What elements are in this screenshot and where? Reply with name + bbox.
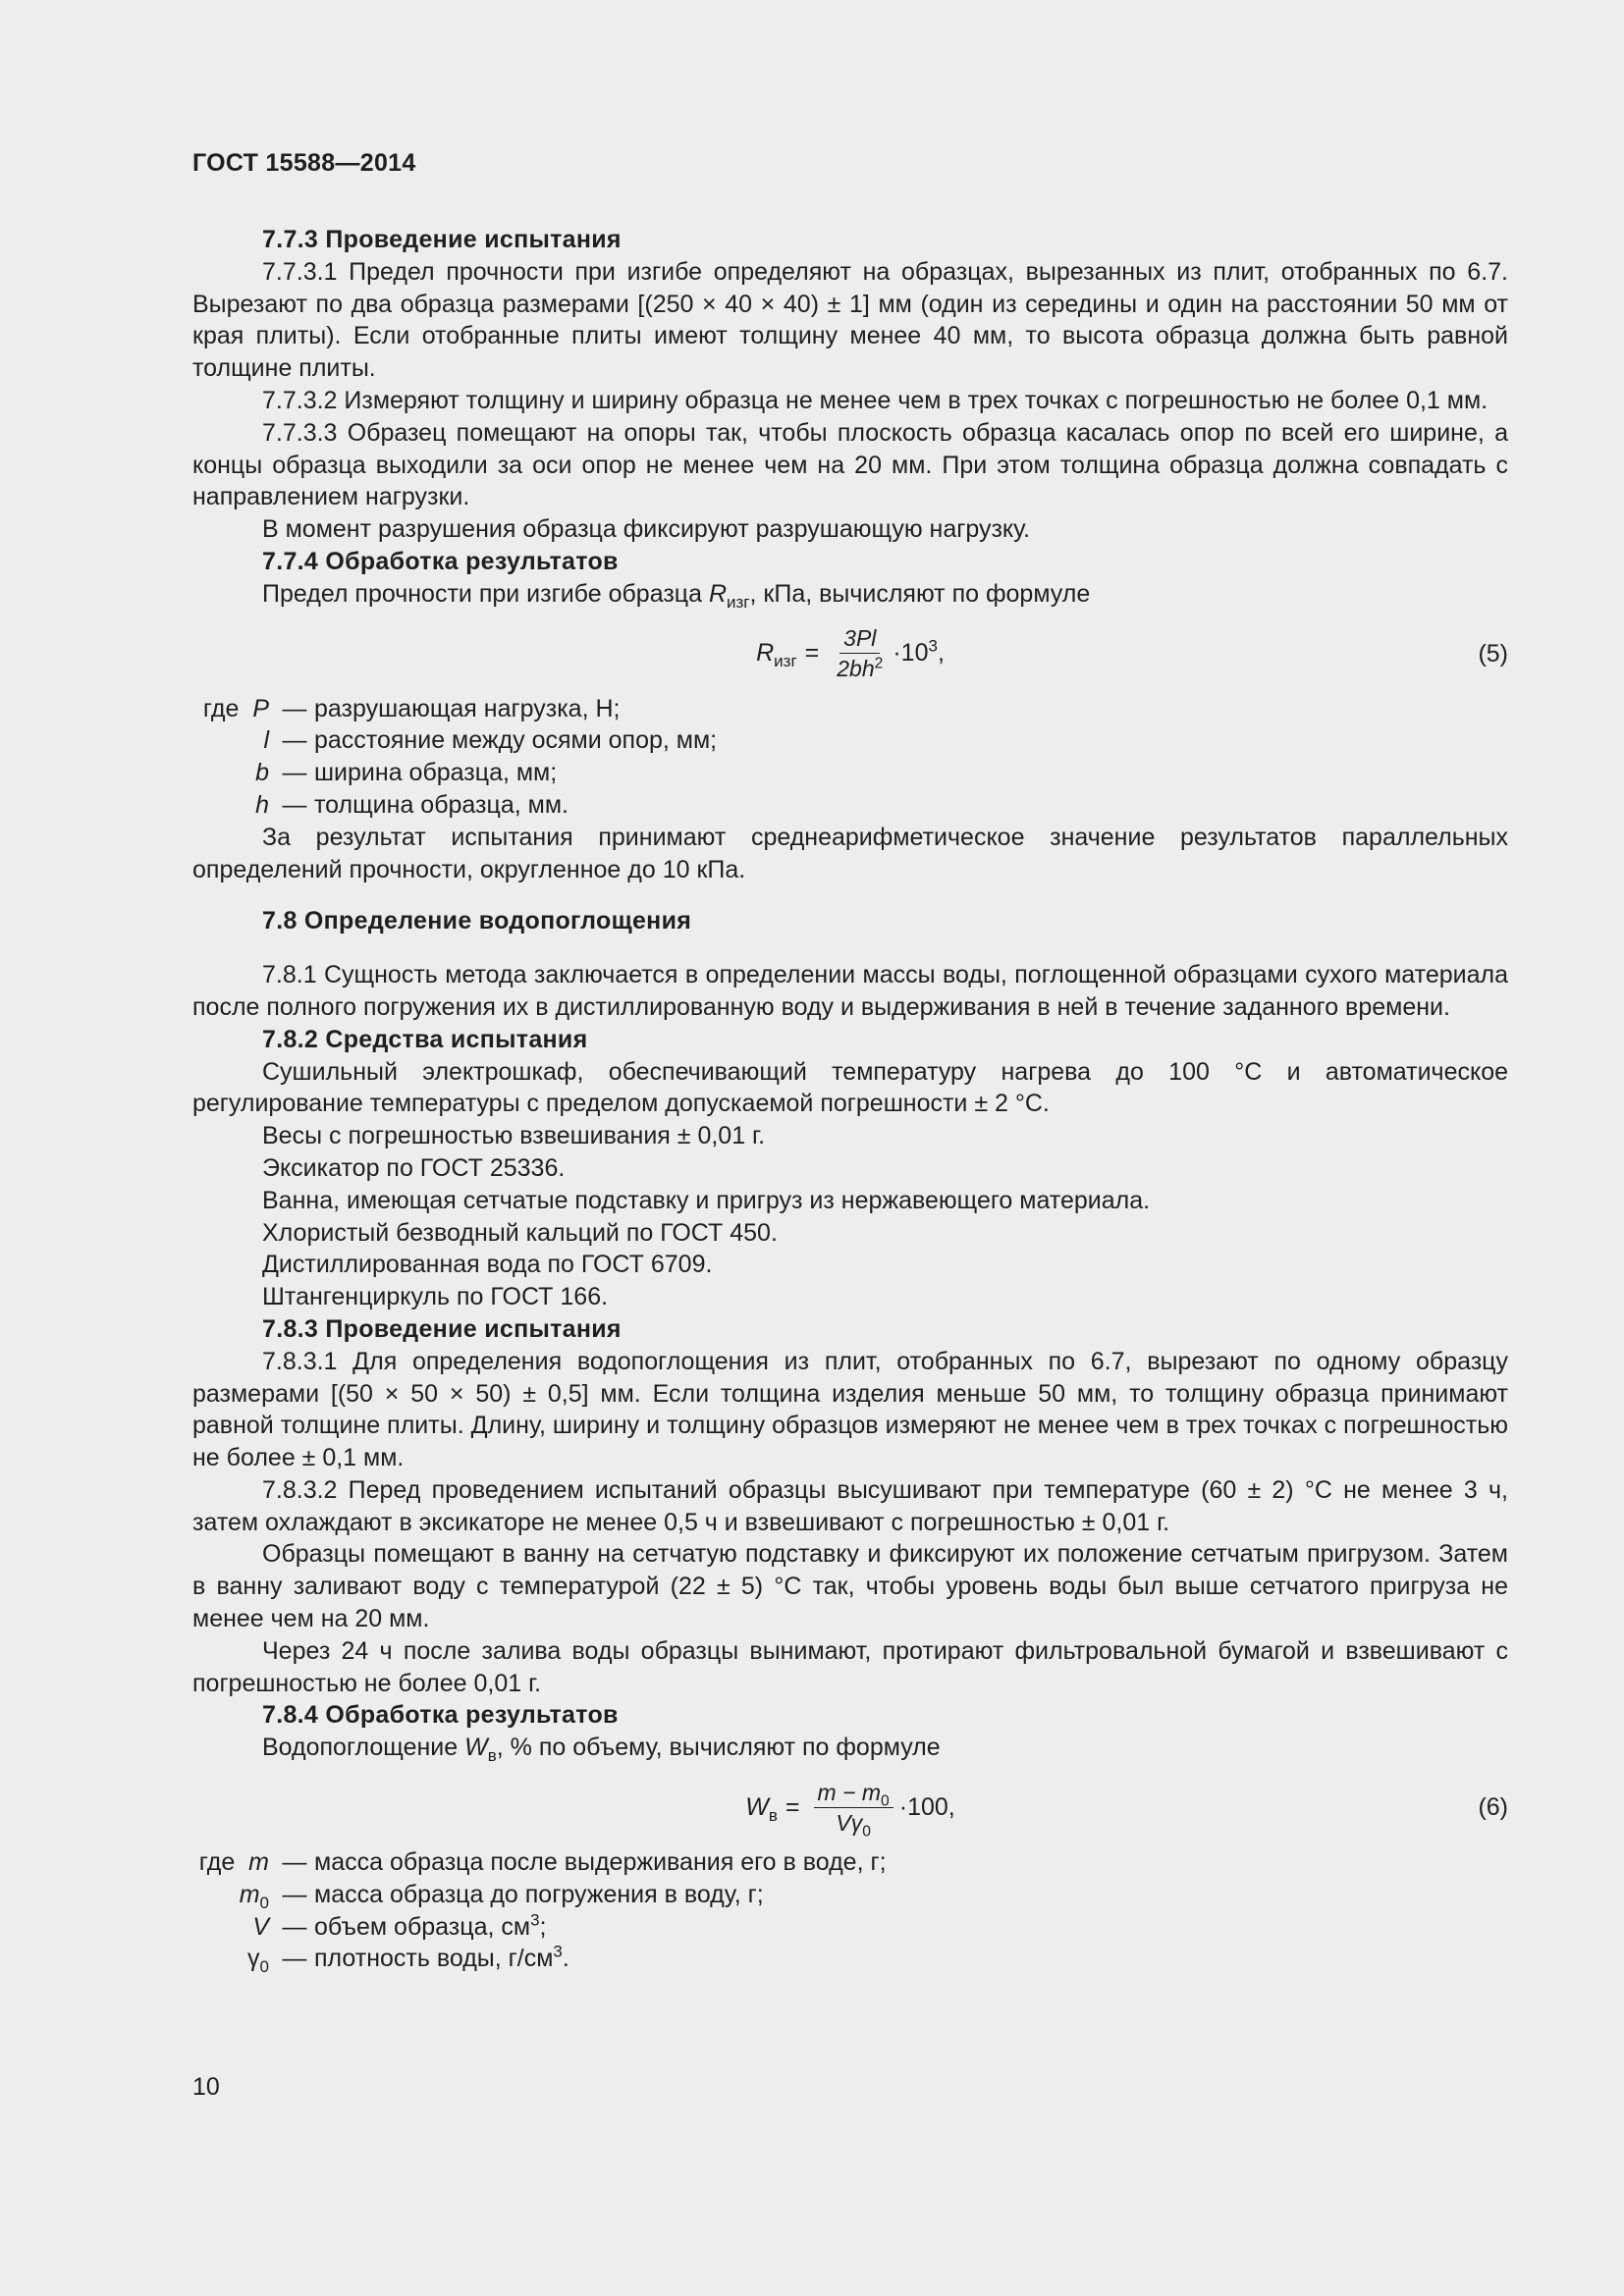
paragraph-immersion: Образцы помещают в ванну на сетчатую подставку и фиксируют их положение сетчатым пригрузом. Затем в ванну заливают воду с температурой (22 ± 5) °С так, чтобы уровень воды был выше сетчатого пригруза не менее чем на 20 мм. (192, 1540, 1508, 1633)
document-header: ГОСТ 15588—2014 (192, 149, 416, 177)
equipment-item: Штангенциркуль по ГОСТ 166. (262, 1283, 609, 1311)
formula-5: $R_{изг}$ = $\frac{3Pl}{2bh^2}$ $\cdot 10^3$, (5) (756, 625, 1508, 682)
equipment-item: Весы с погрешностью взвешивания ± 0,01 г. (262, 1122, 766, 1150)
paragraph-break-load: В момент разрушения образца фиксируют разрушающую нагрузку. (262, 515, 1031, 544)
formula-intro-6: Водопоглощение $W_в$, % по объему, вычисляют по формуле (262, 1734, 941, 1766)
section-title-7-7-4: 7.7.4 Обработка результатов (262, 547, 619, 575)
formula-6-number: (6) (1478, 1793, 1508, 1822)
formula-6-tail: ·100, (898, 1792, 955, 1821)
section-title-7-8-4: 7.8.4 Обработка результатов (262, 1701, 619, 1730)
paragraph-result: За результат испытания принимают среднеарифметическое значение результатов параллельных определений прочности, округленное до 10 кПа. (192, 823, 1508, 883)
var-desc: разрушающая нагрузка, Н; (314, 694, 621, 722)
var-desc: масса образца до погружения в воду, г; (314, 1880, 764, 1908)
paragraph-7-8-3-1: 7.8.3.1 Для определения водопоглощения из плит, отобранных по 6.7, вырезают по одному образцу размерами [(50 × 50 × 50) ± 0,5] мм. Если толщина изделия меньше 50 мм, то толщину образца принимают равной толщине плиты. Длину, ширину и толщину образцов измеряют не менее чем в трех точках с погрешностью не более ± 0,1 мм. (192, 1347, 1508, 1472)
paragraph-7-8-1: 7.8.1 Сущность метода заключается в определении массы воды, поглощенной образцами сухого материала после полного погружения их в дистиллированную воду и выдерживания в ней в течение заданного времени. (192, 961, 1508, 1021)
paragraph-7-7-3-1: 7.7.3.1 Предел прочности при изгибе определяют на образцах, вырезанных из плит, отобранных по 6.7. Вырезают по два образца размерами [(250 × 40 × 40) ± 1] мм (один из середины и один на расстоянии 50 мм от края плиты). Если отобранные плиты имеют толщину менее 40 мм, то высота образца должна быть равной толщине плиты. (192, 257, 1508, 383)
where-list-5: где P — разрушающая нагрузка, Н; l — расстояние между осями опор, мм; b — ширина образца, мм; h — толщина образца, мм. (192, 693, 1508, 822)
section-title-7-8-3: 7.8.3 Проведение испытания (262, 1314, 622, 1343)
var-desc: плотность воды, $г/см^3$. (314, 1943, 569, 1973)
paragraph-7-7-3-3: 7.7.3.3 Образец помещают на опоры так, чтобы плоскость образца касалась опор по всей его ширине, а концы образца выходили за оси опор не менее чем на 20 мм. При этом толщина образца должна совпадать с направлением нагрузки. (192, 418, 1508, 511)
equipment-item: Ванна, имеющая сетчатые подставку и пригруз из нержавеющего материала. (262, 1186, 1151, 1214)
where-list-6: где m — масса образца после выдерживания его в воде, г; $m_0$ — масса образца до погружения в воду, г; V — объем образца, $см^3$; $\gamma_0$ — плотность воды, $г/см^3$. (192, 1846, 1508, 1975)
equipment-item: Хлористый безводный кальций по ГОСТ 450. (262, 1218, 778, 1247)
formula-5-tail: $\cdot 10^3$, (893, 636, 945, 667)
var-desc: объем образца, $см^3$; (314, 1910, 547, 1941)
document-body (192, 224, 1508, 1975)
formula-intro-5: Предел прочности при изгибе образца $R_{изг}$, кПа, вычисляют по формуле (262, 579, 1091, 612)
var-desc: ширина образца, мм; (314, 759, 558, 787)
equipment-item: Дистиллированная вода по ГОСТ 6709. (262, 1251, 713, 1279)
page-number: 10 (192, 2073, 220, 2101)
formula-6-fraction: $\frac{m - m_0}{V\gamma_0}$ (814, 1778, 893, 1838)
formula-5-fraction: $\frac{3Pl}{2bh^2}$ (837, 625, 884, 682)
formula-6-lhs: $W_в$ (745, 1792, 778, 1825)
equipment-item: Эксикатор по ГОСТ 25336. (262, 1153, 566, 1182)
paragraph-weighing: Через 24 ч после залива воды образцы вынимают, протирают фильтровальной бумагой и взвешивают с погрешностью не более 0,01 г. (192, 1636, 1508, 1697)
var-desc: толщина образца, мм. (314, 790, 568, 819)
section-title-7-7-3: 7.7.3 Проведение испытания (262, 226, 622, 253)
var-desc: расстояние между осями опор, мм; (314, 726, 718, 755)
formula-5-number: (5) (1478, 639, 1508, 667)
var-desc: масса образца после выдерживания его в воде, г; (314, 1848, 887, 1877)
paragraph-7-8-3-2: 7.8.3.2 Перед проведением испытаний образцы высушивают при температуре (60 ± 2) °С не менее 3 ч, затем охлаждают в эксикаторе не менее 0,5 ч и взвешивают с погрешностью ± 0,01 г. (192, 1475, 1508, 1536)
formula-6: $W_в$ = $\frac{m - m_0}{V\gamma_0}$ ·100, (6) (745, 1779, 1508, 1841)
paragraph-7-7-3-2: 7.7.3.2 Измеряют толщину и ширину образца не менее чем в трех точках с погрешностью не более 0,1 мм. (262, 386, 1489, 414)
formula-5-lhs: $R_{изг}$ (756, 639, 797, 671)
equipment-item: Сушильный электрошкаф, обеспечивающий температуру нагрева до 100 °С и автоматическое регулирование температуры с пределом допускаемой погрешности ± 2 °С. (192, 1057, 1508, 1118)
section-title-7-8-2: 7.8.2 Средства испытания (262, 1025, 588, 1053)
section-title-7-8: 7.8 Определение водопоглощения (262, 907, 692, 935)
